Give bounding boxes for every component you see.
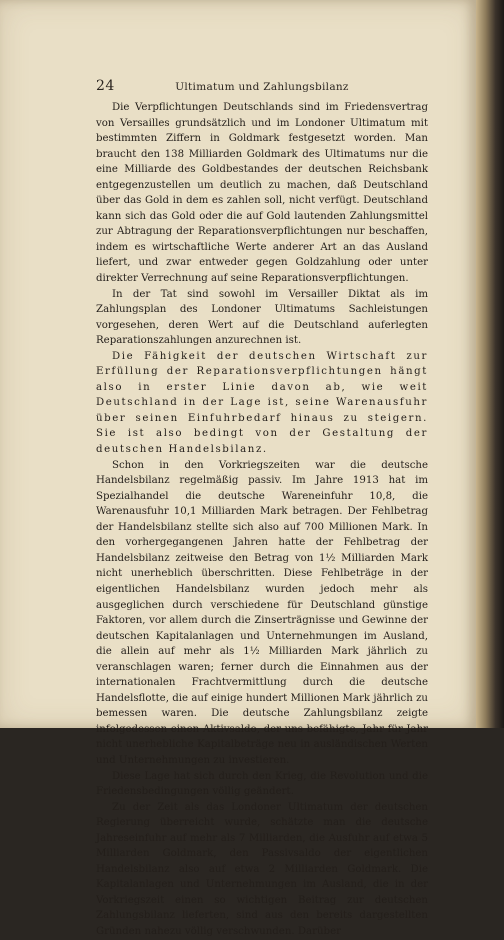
paragraph: Schon in den Vorkriegszeiten war die deutsche Handelsbilanz regelmäßig passiv. Im Jahre 1913 hat im Spezialhandel die deutsche Wareneinfuhr 10,8, die Warenausfuhr 10,1 Milliarden Mark betragen. Der Fehlbetrag der Handelsbilanz stellte sich also auf 700 Millionen Mark. In den vorhergegangenen Jahren hatte der Fehlbetrag der Handelsbilanz zeitweise den Betrag von 1½ Milliarden Mark nicht unerheblich überschritten. Diese Fehlbeträge in der eigentlichen Handelsbilanz wurden jedoch mehr als ausgeglichen durch verschiedene für Deutschland günstige Faktoren, vor allem durch die Zinserträgnisse und Gewinne der deutschen Kapitalanlagen und Unternehmungen im Ausland, die allein auf mehr als 1½ Milliarden Mark jährlich zu veranschlagen waren; ferner durch die Einnahmen aus der internationalen Frachtvermittlung durch die deutsche Handelsflotte, die auf einige hundert Millionen Mark jährlich zu bemessen waren. Die deutsche Zahlungsbilanz zeigte infolgedessen einen Aktivsaldo, der uns befähigte, Jahr für Jahr nicht unerhebliche Kapitalbeträge neu in ausländischen Werten und Unternehmungen zu investieren. — [96, 459, 428, 766]
paragraph: Zu der Zeit als das Londoner Ultimatum der deutschen Regierung überreicht wurde, schätzte man die deutsche Jahreseinfuhr auf mehr als 7 Milliarden, die Ausfuhr auf etwa 5 Milliarden Goldmark, den Passivsaldo der eigentlichen Handelsbilanz also auf etwa 2 Milliarden Goldmark. Die Kapitalanlagen und Unternehmungen im Ausland, die in der Vorkriegszeit einen so wichtigen Beitrag zur deutschen Zahlungsbilanz lieferten, sind aus den bereits dargestellten Gründen nahezu völlig verschwunden. Darüber — [96, 801, 428, 937]
paragraph: Die Verpflichtungen Deutschlands sind im Friedensvertrag von Versailles grundsätzlich und im Londoner Ultimatum mit bestimmten Ziffern in Goldmark festgesetzt worden. Man braucht den 138 Milliarden Goldmark des Ultimatums nur die eine Milliarde des Goldbestandes der deutschen Reichsbank entgegenzustellen um deutlich zu machen, daß Deutschland über das Gold in dem es zahlen soll, nicht verfügt. Deutschland kann sich das Gold oder die auf Gold lautenden Zahlungsmittel zur Abtragung der Reparationsverpflichtungen nur beschaffen, indem es wirtschaftliche Werte anderer Art an das Ausland liefert, und zwar entweder gegen Goldzahlung oder unter direkter Verrechnung auf seine Reparationsverpflichtungen. — [96, 102, 428, 285]
page-edge-shadow — [476, 0, 504, 728]
running-title: Ultimatum und Zahlungsbilanz — [175, 81, 349, 93]
page-number: 24 — [96, 78, 115, 94]
page-header — [96, 78, 428, 96]
page-body — [96, 100, 428, 940]
paragraph: Die Fähigkeit der deutschen Wirtschaft zur Erfüllung der Reparationsverpflichtungen hängt also in erster Linie davon ab, wie weit Deutschland in der Lage ist, seine Warenausfuhr über seinen Einfuhrbedarf hinaus zu steigern. Sie ist also bedingt von der Gestaltung der deutschen Handelsbilanz. — [96, 350, 428, 456]
paragraph: In der Tat sind sowohl im Versailler Diktat als im Zahlungsplan des Londoner Ultimatums Sachleistungen vorgesehen, deren Wert auf die Deutschland auferlegten Reparationszahlungen anzurechnen ist. — [96, 288, 428, 347]
paragraph: Diese Lage hat sich durch den Krieg, die Revolution und die Friedensbedingungen völlig geändert. — [96, 770, 428, 798]
